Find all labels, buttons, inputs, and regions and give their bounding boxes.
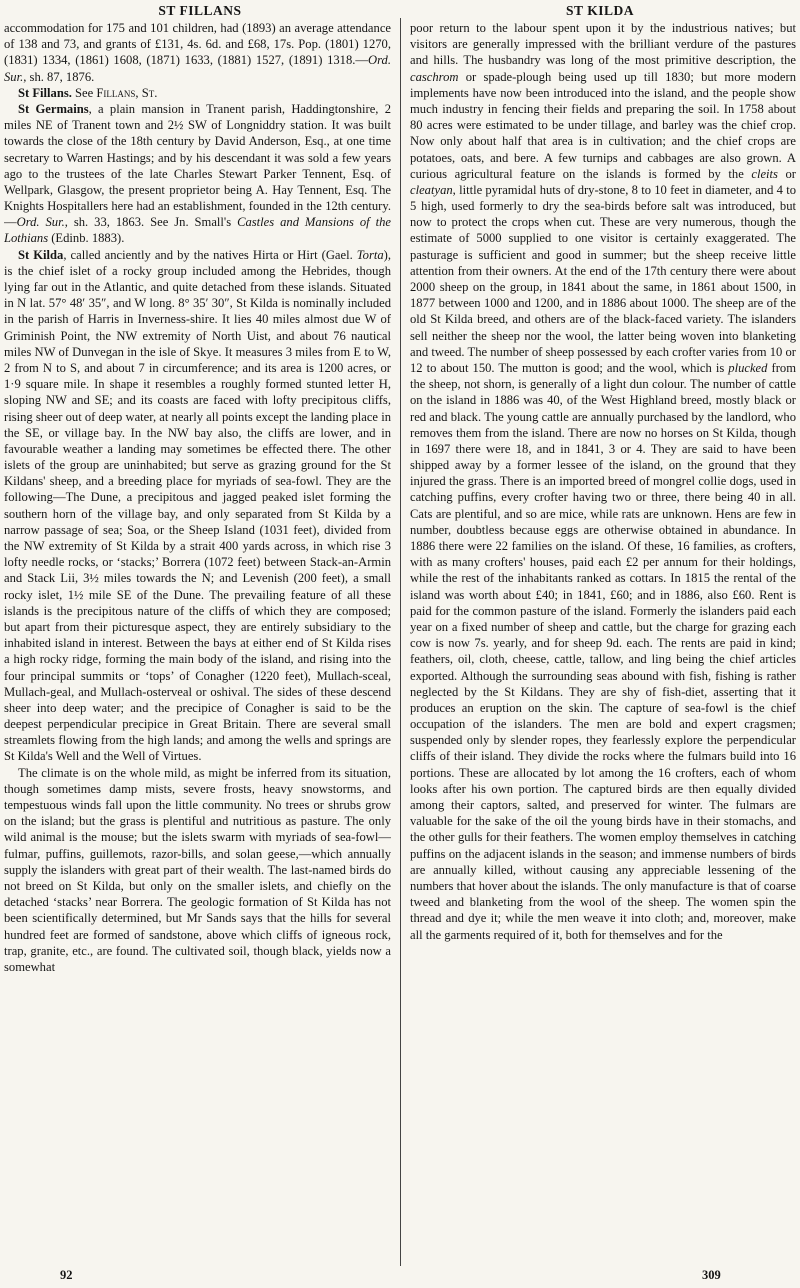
paragraph-st-fillans-population: accommodation for 175 and 101 children, had (1893) an average attendance of 138 and 73, and grants of £131, 4s. 6d. and £68, 17s. Pop. (1801) 1270, (1831) 1334, (1861) 1608, (1871) 1633, (1881) 1527, (1891) 1318.—Ord. Sur., sh. 87, 1876.	[4, 21, 391, 84]
entry-st-kilda: St Kilda, called anciently and by the natives Hirta or Hirt (Gael. Torta), is the chief islet of a rocky group included among the Hebrides, though lying far out in the Atlantic, and quite detached from these islands. Situated in N lat. 57° 48′ 35″, and W long. 8° 35′ 30″, St Kilda is nominally included in the parish of Harris in Inverness-shire. It lies 40 miles almost due W of Griminish Point, the NW extremity of North Uist, and about 76 nautical miles NW of Dunvegan in the isle of Skye. It measures 3 miles from E to W, 2 from N to S, and about 7 in circumference; and its area is 1200 acres, or 1·9 square mile. In shape it resembles a roughly formed stunted letter H, sloping NW and SE; and its coasts are faced with lofty precipitous cliffs, rising sheer out of deep water, at nearly all points except the landing place in the SE, or village bay. In the NW bay also, the cliffs are lower, and in favourable weather a landing may sometimes be effected there. The other islets of the group are uninhabited; but serve as grazing ground for the St Kildans' sheep, and a breeding place for myriads of sea-fowl. They are the following—The Dune, a precipitous and jagged peaked islet forming the southern horn of the village bay, and only separated from St Kilda by a narrow passage of sea; Soa, or the Sheep Island (1031 feet), divided from the NW extremity of St Kilda by a strait 400 yards across, in which rise 3 lofty needle rocks, or ‘stacks;’ Borrera (1072 feet) between Stack-an-Armin and Stack Lii, 3½ miles towards the N; and Levenish (200 feet), a small rocky islet, 1½ mile SE of the Dune. The prevailing feature of all these islands is the precipitous nature of the cliffs of which they are composed; but apart from their picturesque aspect, they are entirely subsidiary to the inhabited island in interest. Between the bays at either end of St Kilda rises a high rocky ridge, forming the main body of the island, and rising into the four principal summits or ‘tops’ of Conagher (1220 feet), Mullach-sceal, Mullach-geal, and Mullach-osterveal or oshival. The sides of these descend sheer into deep water; and the precipice of Conagher is said to be the deepest perpendicular precipice in Great Britain. There are several small streamlets flowing from the high lands; and among the wells and springs are St Kilda's Well and the Well of Virtues.	[4, 247, 391, 764]
entry-st-fillans: St Fillans. See Fillans, St.	[18, 85, 158, 100]
running-head-left: ST FILLANS	[158, 3, 242, 18]
paragraph-husbandry: poor return to the labour spent upon it by the industrious natives; but visitors are generally impressed with the brilliant verdure of the pastures and hills. The husbandry was long of the most primitive description, the caschrom or spade-plough being used up till 1830; but more modern implements have now been introduced into the island, and the people show much industry in fencing their fields and preparing the soil. In 1758 about 80 acres were estimated to be under tillage, and barley was the chief crop. Now only about half that area is in cultivation; and the chief crops are potatoes, oats, and bere. A few turnips and cabbages are also grown. A curious agricultural feature on the islands is formed by the cleits or cleatyan, little pyramidal huts of dry-stone, 8 to 10 feet in diameter, and 4 to 5 high, used formerly to dry the sea-birds before salt was introduced, but now to protect the crops when cut. These are very numerous, though the estimate of 5000 supplied to one visitor is certainly exaggerated. The pasturage is sufficient and good in summer; but the sheep receive little attention from their owners. At the end of the 17th century there were about 2000 sheep on the group, in 1841 about the same, in 1861 about 1500, in 1877 between 1000 and 1200, and in 1886 about 1000. The sheep are of the old St Kilda breed, and others are of the black-faced variety. The islanders sell neither the sheep nor the wool, the latter being woven into blanketing and tweed. The number of sheep possessed by each crofter varies from 10 or 12 to about 150. The mutton is good; and the wool, which is plucked from the sheep, not shorn, is generally of a light dun colour. The number of cattle on the island in 1886 was 40, of the West Highland breed, mostly black or red and black. The young cattle are annually purchased by the landlord, who removes them from the island. There are now no horses on St Kilda, though in 1697 there were 18, and in 1841, 3 or 4. They are said to have been shipped away by a former lessee of the island, on the ground that they injured the grass. There is an imported breed of mongrel collie dogs, used in catching puffins, every crofter having two or three, there being 40 in all. Cats are plentiful, and so are mice, while rats are unknown. Hens are few in number, doubtless because eggs are otherwise obtained in abundance. In 1886 there were 22 families on the island. Of these, 16 families, as crofters, with as many crofters' houses, paid each £2 per annum for their holdings, while the rest of the inhabitants ranked as cottars. In 1815 the rental of the island was worth about £40; in 1841, £60; and in 1886, also £60. Rent is paid for the common pasture of the island. Formerly the islanders paid each year on a fixed number of sheep and cattle, but the charge for grazing each cow is now 7s. yearly, and for sheep 9d. each. The rents are paid in kind; feathers, oil, cloth, cheese, cattle, tallow, and ling being the chief articles exported. Although the surrounding seas abound with fish, fishing is rather neglected by the St Kildans. They are shy of fish-diet, asserting that it produces an eruption on the skin. The capture of sea-fowl is the chief occupation of the islanders. The men are bold and expert cragsmen; suspended only by slender ropes, they fearlessly explore the perpendicular cliffs of their island. They divide the rocks where the fulmars build into 16 portions. These are allocated by lot among the 16 crofters, each of whom looks after his own portion. The captured birds are then equally divided among their captors, salted, and preserved for winter. The fulmars are valuable for the sake of the oil the young birds have in their stomachs, and the other gulls for their feathers. The women employ themselves in catching puffins on the adjacent islands in the season; and immense numbers of birds are annually killed, without causing any appreciable lessening of the numbers that hover about the islands. The only manufacture is that of coarse tweed and blanketing from the wool of the sheep. The women spin the thread and dye it; while the men weave it into cloth; and, moreover, make all the garments required of it, both for themselves and for the	[410, 21, 796, 942]
left-column	[4, 20, 391, 1266]
paragraph-climate: The climate is on the whole mild, as might be inferred from its situation, though sometimes damp mists, severe frosts, heavy snowstorms, and tempestuous winds fall upon the little community. No trees or shrubs grow on the island; but the grass is plentiful and nutritious as pasture. The only wild animal is the mouse; but the islets swarm with myriads of sea-fowl—fulmar, puffins, guillemots, razor-bills, and solan geese,—which annually supply the islanders with great part of their wealth. The last-named birds do not breed on St Kilda, but only on the smaller islets, and chiefly on the detached ‘stacks’ near Borrera. The geologic formation of St Kilda has not been scientifically determined, but Mr Sands says that the hills for several hundred feet are formed of sandstone, above which cliffs of igneous rock, trap, granite, etc., are found. The cultivated soil, though black, yields now a somewhat	[4, 765, 391, 974]
page-number-left: 92	[60, 1268, 73, 1282]
column-divider	[400, 18, 401, 1266]
running-head-right: ST KILDA	[566, 3, 634, 18]
headword-st-kilda: St Kilda	[18, 247, 64, 262]
right-column	[410, 20, 796, 1266]
headword-st-fillans: St Fillans.	[18, 85, 72, 100]
entry-st-germains: St Germains, a plain mansion in Tranent parish, Haddingtonshire, 2 miles NE of Tranent town and 2½ SW of Longniddry station. It was built towards the close of the 18th century by David Anderson, Esq., at one time secretary to Warren Hastings; and by his descendant it was sold a few years ago to the trustees of the late Charles Stewart Parker Tennent, Esq. of Wellpark, Glasgow, the present proprietor being A. Hay Tennent, Esq. The Knights Hospitallers here had an establishment, founded in the 12th century.—Ord. Sur., sh. 33, 1863. See Jn. Small's Castles and Mansions of the Lothians (Edinb. 1883).	[4, 101, 391, 246]
headword-st-germains: St Germains	[18, 101, 89, 116]
page-number-right: 309	[702, 1268, 721, 1282]
